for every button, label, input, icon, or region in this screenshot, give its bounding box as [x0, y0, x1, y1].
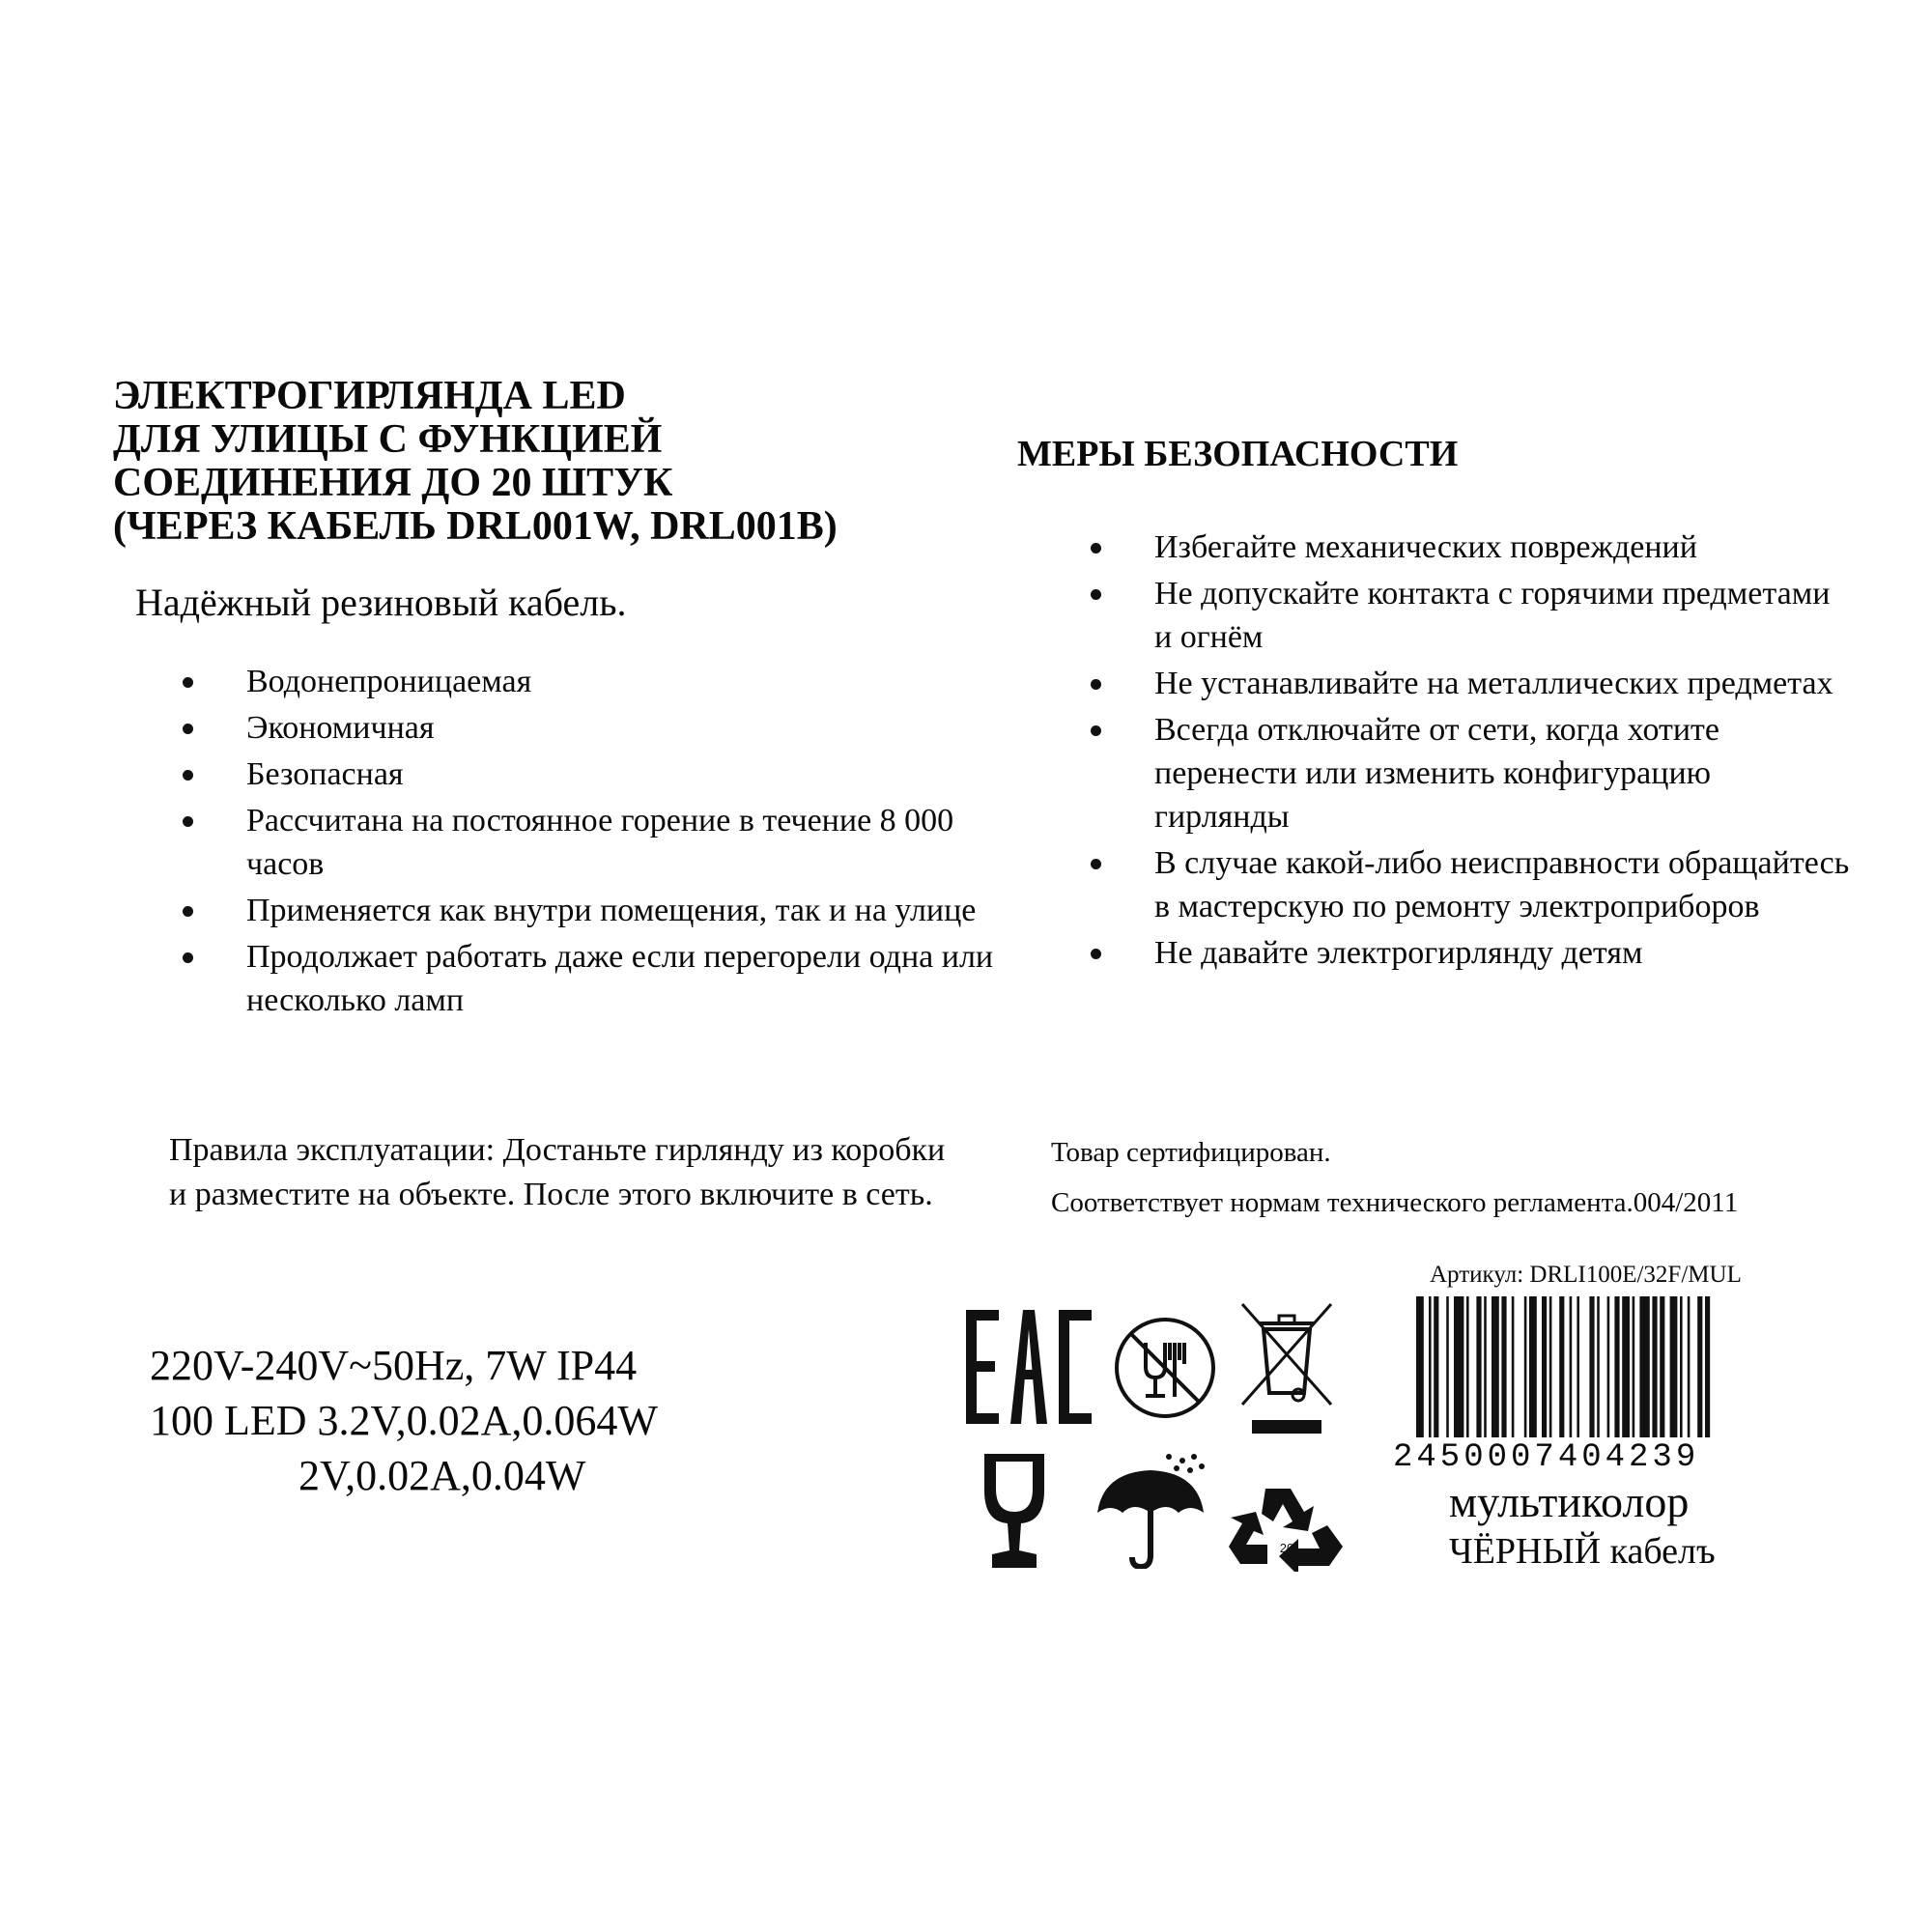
recycle-code: 20 — [1279, 1541, 1294, 1555]
barcode-bar — [1652, 1296, 1657, 1437]
spec-line: 2V,0.02A,0.04W — [150, 1452, 586, 1499]
keep-dry-umbrella-icon — [1094, 1453, 1208, 1569]
barcode-bar — [1607, 1296, 1610, 1437]
barcode-bar — [1429, 1296, 1432, 1437]
safety-title: МЕРЫ БЕЗОПАСНОСТИ — [1017, 434, 1459, 474]
barcode-bar — [1484, 1296, 1487, 1437]
spec-line: 220V-240V~50Hz, 7W IP44 — [150, 1342, 638, 1389]
feature-item: Продолжает работать даже если перегорели одна или несколько ламп — [246, 935, 1000, 1022]
crossed-bin-icon — [1238, 1300, 1335, 1441]
safety-item: Всегда отключайте от сети, когда хотите перенести или изменить конфигурацию гирлянды — [1154, 708, 1850, 838]
safety-item: Избегайте механических повреждений — [1154, 526, 1850, 569]
barcode-bar — [1434, 1296, 1438, 1437]
feature-list — [246, 660, 1000, 1025]
barcode-bar — [1501, 1296, 1506, 1437]
certification — [1051, 1127, 1738, 1228]
barcode-bar — [1639, 1296, 1649, 1437]
electrical-specs — [150, 1338, 658, 1503]
article-number: Артикул: DRLI100E/32F/MUL — [1430, 1262, 1742, 1288]
safety-item: В случае какой-либо неисправности обращайтесь в мастерскую по ремонту электроприборов — [1154, 841, 1850, 928]
feature-item: Безопасная — [246, 753, 1000, 796]
certification-line: Товар сертифицирован. — [1051, 1137, 1331, 1168]
feature-item: Рассчитана на постоянное горение в течение 8 000 часов — [246, 799, 1000, 886]
barcode-bar — [1549, 1296, 1552, 1437]
cable-label: ЧЁРНЫЙ кабелъ — [1449, 1531, 1716, 1572]
barcode-bar — [1633, 1296, 1635, 1437]
barcode-bar — [1416, 1296, 1424, 1437]
barcode-bar — [1705, 1296, 1710, 1437]
barcode-bar — [1524, 1296, 1527, 1437]
barcode-bar — [1622, 1296, 1630, 1437]
barcode-bar — [1670, 1296, 1678, 1437]
safety-list — [1154, 526, 1850, 978]
feature-item: Экономичная — [246, 706, 1000, 750]
barcode-bar — [1512, 1296, 1515, 1437]
color-label: мультиколор — [1449, 1477, 1690, 1526]
barcode-bar — [1688, 1296, 1690, 1437]
feature-item: Применяется как внутри помещения, так и на улице — [246, 889, 1000, 932]
barcode-bar — [1570, 1296, 1573, 1437]
product-subtitle: Надёжный резиновый кабель. — [135, 581, 627, 624]
safety-item: Не давайте электрогирлянду детям — [1154, 931, 1850, 975]
usage-rules: Правила эксплуатации: Достаньте гирлянду из коробки и разместите на объекте. После этого включите в сеть. — [169, 1132, 946, 1212]
certification-line: Соответствует нормам технического регламента.004/2011 — [1051, 1187, 1739, 1218]
barcode-bar — [1446, 1296, 1449, 1437]
barcode-bar — [1597, 1296, 1600, 1437]
title-line: ДЛЯ УЛИЦЫ С ФУНКЦИЕЙ — [113, 417, 663, 462]
product-title — [113, 375, 838, 549]
barcode-bar — [1680, 1296, 1683, 1437]
barcode-bar — [1589, 1296, 1594, 1437]
barcode-bar — [1466, 1296, 1469, 1437]
recycle-20-icon — [1227, 1483, 1345, 1572]
barcode-bar — [1559, 1296, 1564, 1437]
title-line: ЭЛЕКТРОГИРЛЯНДА LED — [113, 374, 626, 418]
safety-item: Не допускайте контакта с горячими предметами и огнём — [1154, 572, 1850, 659]
barcode-bar — [1454, 1296, 1463, 1437]
barcode-bar — [1476, 1296, 1481, 1437]
safety-item: Не устанавливайте на металлических предметах — [1154, 662, 1850, 705]
barcode-bar — [1697, 1296, 1702, 1437]
eac-mark-icon — [966, 1310, 1092, 1424]
barcode-bar — [1577, 1296, 1579, 1437]
barcode-bar — [1660, 1296, 1664, 1437]
barcode-number: 2450007404239 — [1393, 1439, 1700, 1476]
fragile-glass-icon — [980, 1454, 1048, 1570]
barcode-bar — [1542, 1296, 1547, 1437]
title-line: СОЕДИНЕНИЯ ДО 20 ШТУК — [113, 461, 673, 505]
barcode — [1412, 1296, 1758, 1437]
barcode-bar — [1529, 1296, 1537, 1437]
title-line: (ЧЕРЕЗ КАБЕЛЬ DRL001W, DRL001B) — [113, 504, 838, 549]
not-food-contact-icon — [1111, 1314, 1219, 1422]
feature-item: Водонепроницаемая — [246, 660, 1000, 703]
barcode-bar — [1492, 1296, 1499, 1437]
spec-line: 100 LED 3.2V,0.02A,0.064W — [150, 1397, 658, 1444]
barcode-bar — [1614, 1296, 1619, 1437]
